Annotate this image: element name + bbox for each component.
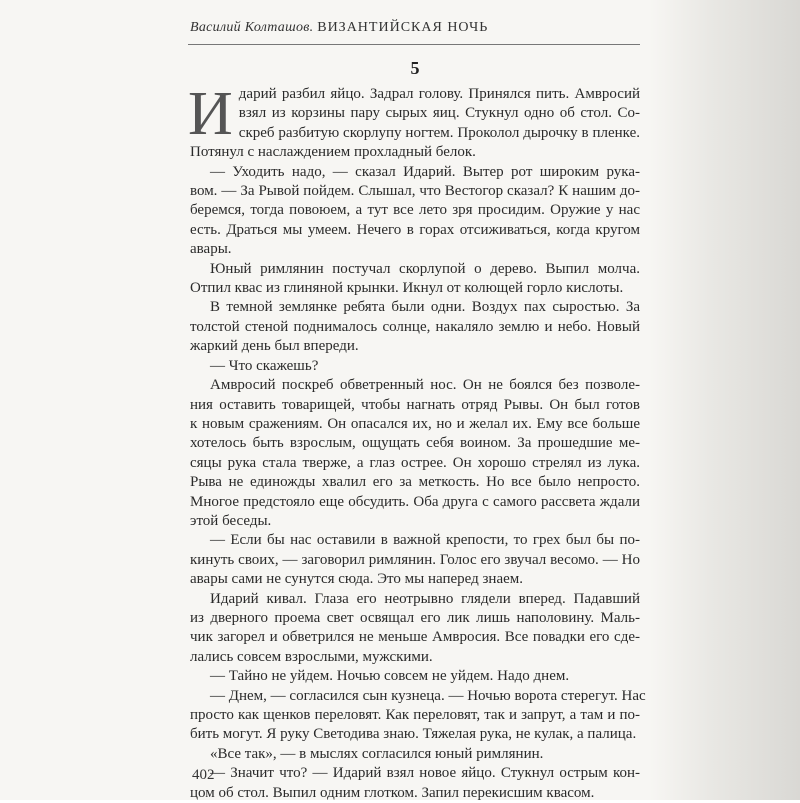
text-line: сяцы рука стала тверже, а глаз острее. Он хорошо стрелял из лука.	[190, 454, 640, 471]
text-line: взял из корзины пару сырых яиц. Стукнул одно об стол. Со-	[238, 105, 640, 122]
text-line: дарий разбил яйцо. Задрал голову. Принялся пить. Амвросий	[238, 86, 640, 102]
drop-cap: И	[188, 80, 233, 148]
header-author: Василий Колташов.	[190, 20, 314, 35]
text-line: В темной землянке ребята были одни. Воздух пах сыростью. За	[210, 299, 640, 316]
text-line: Рыва не единожды хвалил его за меткость. Но все было непросто.	[190, 474, 640, 491]
text-line: — Если бы нас оставили в важной крепости, то грех был бы по-	[210, 532, 640, 549]
text-line: Амвросий поскреб обветренный нос. Он не боялся без позволе-	[210, 377, 640, 394]
text-line: вом. — За Рывой пойдем. Слышал, что Вестогор сказал? К нашим до-	[190, 183, 640, 200]
text-line: просто как щенков переловят. Как переловят, так и запрут, а там и по-	[190, 707, 640, 723]
text-line: — Днем, — согласился сын кузнеца. — Ночью ворота стерегут. Нас	[210, 687, 646, 704]
page-edge-shadow	[650, 0, 800, 800]
text-line: толстой стеной поднималось солнце, накаляло землю и небо. Новый	[190, 318, 640, 335]
text-line: есть. Драться мы умеем. Нечего в горах отсиживаться, когда кругом	[190, 221, 640, 238]
text-line: из дверного проема свет освящал его лик лишь наполовину. Маль-	[190, 609, 640, 626]
text-line: — Что скажешь?	[210, 357, 319, 374]
text-line: бить могут. Я руку Светодива знаю. Тяжелая рука, не кулак, а палица.	[190, 726, 637, 743]
text-line: кинуть своих, — заговорил римлянин. Голос его звучал весомо. — Но	[190, 551, 640, 568]
header-title: ВИЗАНТИЙСКАЯ НОЧЬ	[317, 20, 489, 35]
text-line: ния оставить товарищей, чтобы нагнать отряд Рывы. Он был готов	[190, 396, 640, 413]
text-line: хотелось быть взрослым, ощущать себя воином. За прошедшие ме-	[190, 435, 640, 452]
text-line: чик загорел и обветрился не меньше Амвросия. Все повадки его сде-	[190, 629, 640, 646]
text-line: авары сами не сунутся сюда. Это мы наперед знаем.	[190, 571, 524, 588]
chapter-number: 5	[410, 58, 420, 78]
text-line: цом об стол. Выпил одним глотком. Запил перекисшим квасом.	[190, 784, 595, 801]
text-line: авары.	[190, 241, 232, 258]
text-line: — Уходить надо, — сказал Идарий. Вытер рот широким рука-	[210, 163, 640, 180]
text-line: «Все так», — в мыслях согласился юный римлянин.	[210, 745, 544, 762]
running-header	[190, 20, 630, 36]
text-line: скреб разбитую скорлупу ногтем. Проколол дырочку в пленке.	[238, 124, 640, 141]
page-number: 402	[192, 767, 215, 783]
text-lines	[190, 143, 646, 803]
text-line: Юный римлянин постучал скорлупой о дерево. Выпил молча.	[210, 260, 640, 277]
header-rule	[188, 44, 640, 45]
text-line: лались совсем взрослыми, мужскими.	[190, 648, 433, 665]
text-line: беремся, тогда повоюем, а тут все лето зря просидим. Оружие у нас	[190, 202, 640, 219]
text-line: Идарий кивал. Глаза его неотрывно глядели вперед. Падавший	[210, 590, 640, 607]
text-line: Многое предстояло еще обсудить. Оба друга с самого рассвета ждали	[190, 493, 640, 510]
text-line: этой беседы.	[190, 512, 272, 529]
text-line: Отпил квас из глиняной крынки. Икнул от колющей горло кислоты.	[190, 280, 624, 297]
text-line: Потянул с наслаждением прохладный белок.	[190, 144, 476, 161]
text-line: — Значит что? — Идарий взял новое яйцо. Стукнул острым кон-	[210, 765, 640, 782]
text-line: — Тайно не уйдем. Ночью совсем не уйдем. Надо днем.	[210, 668, 570, 685]
body-text	[188, 80, 646, 803]
text-line: жаркий день был впереди.	[190, 338, 359, 355]
first-paragraph	[188, 80, 640, 148]
text-line: к новым сражениям. Он опасался их, но и желал их. Ему все больше	[190, 415, 640, 432]
